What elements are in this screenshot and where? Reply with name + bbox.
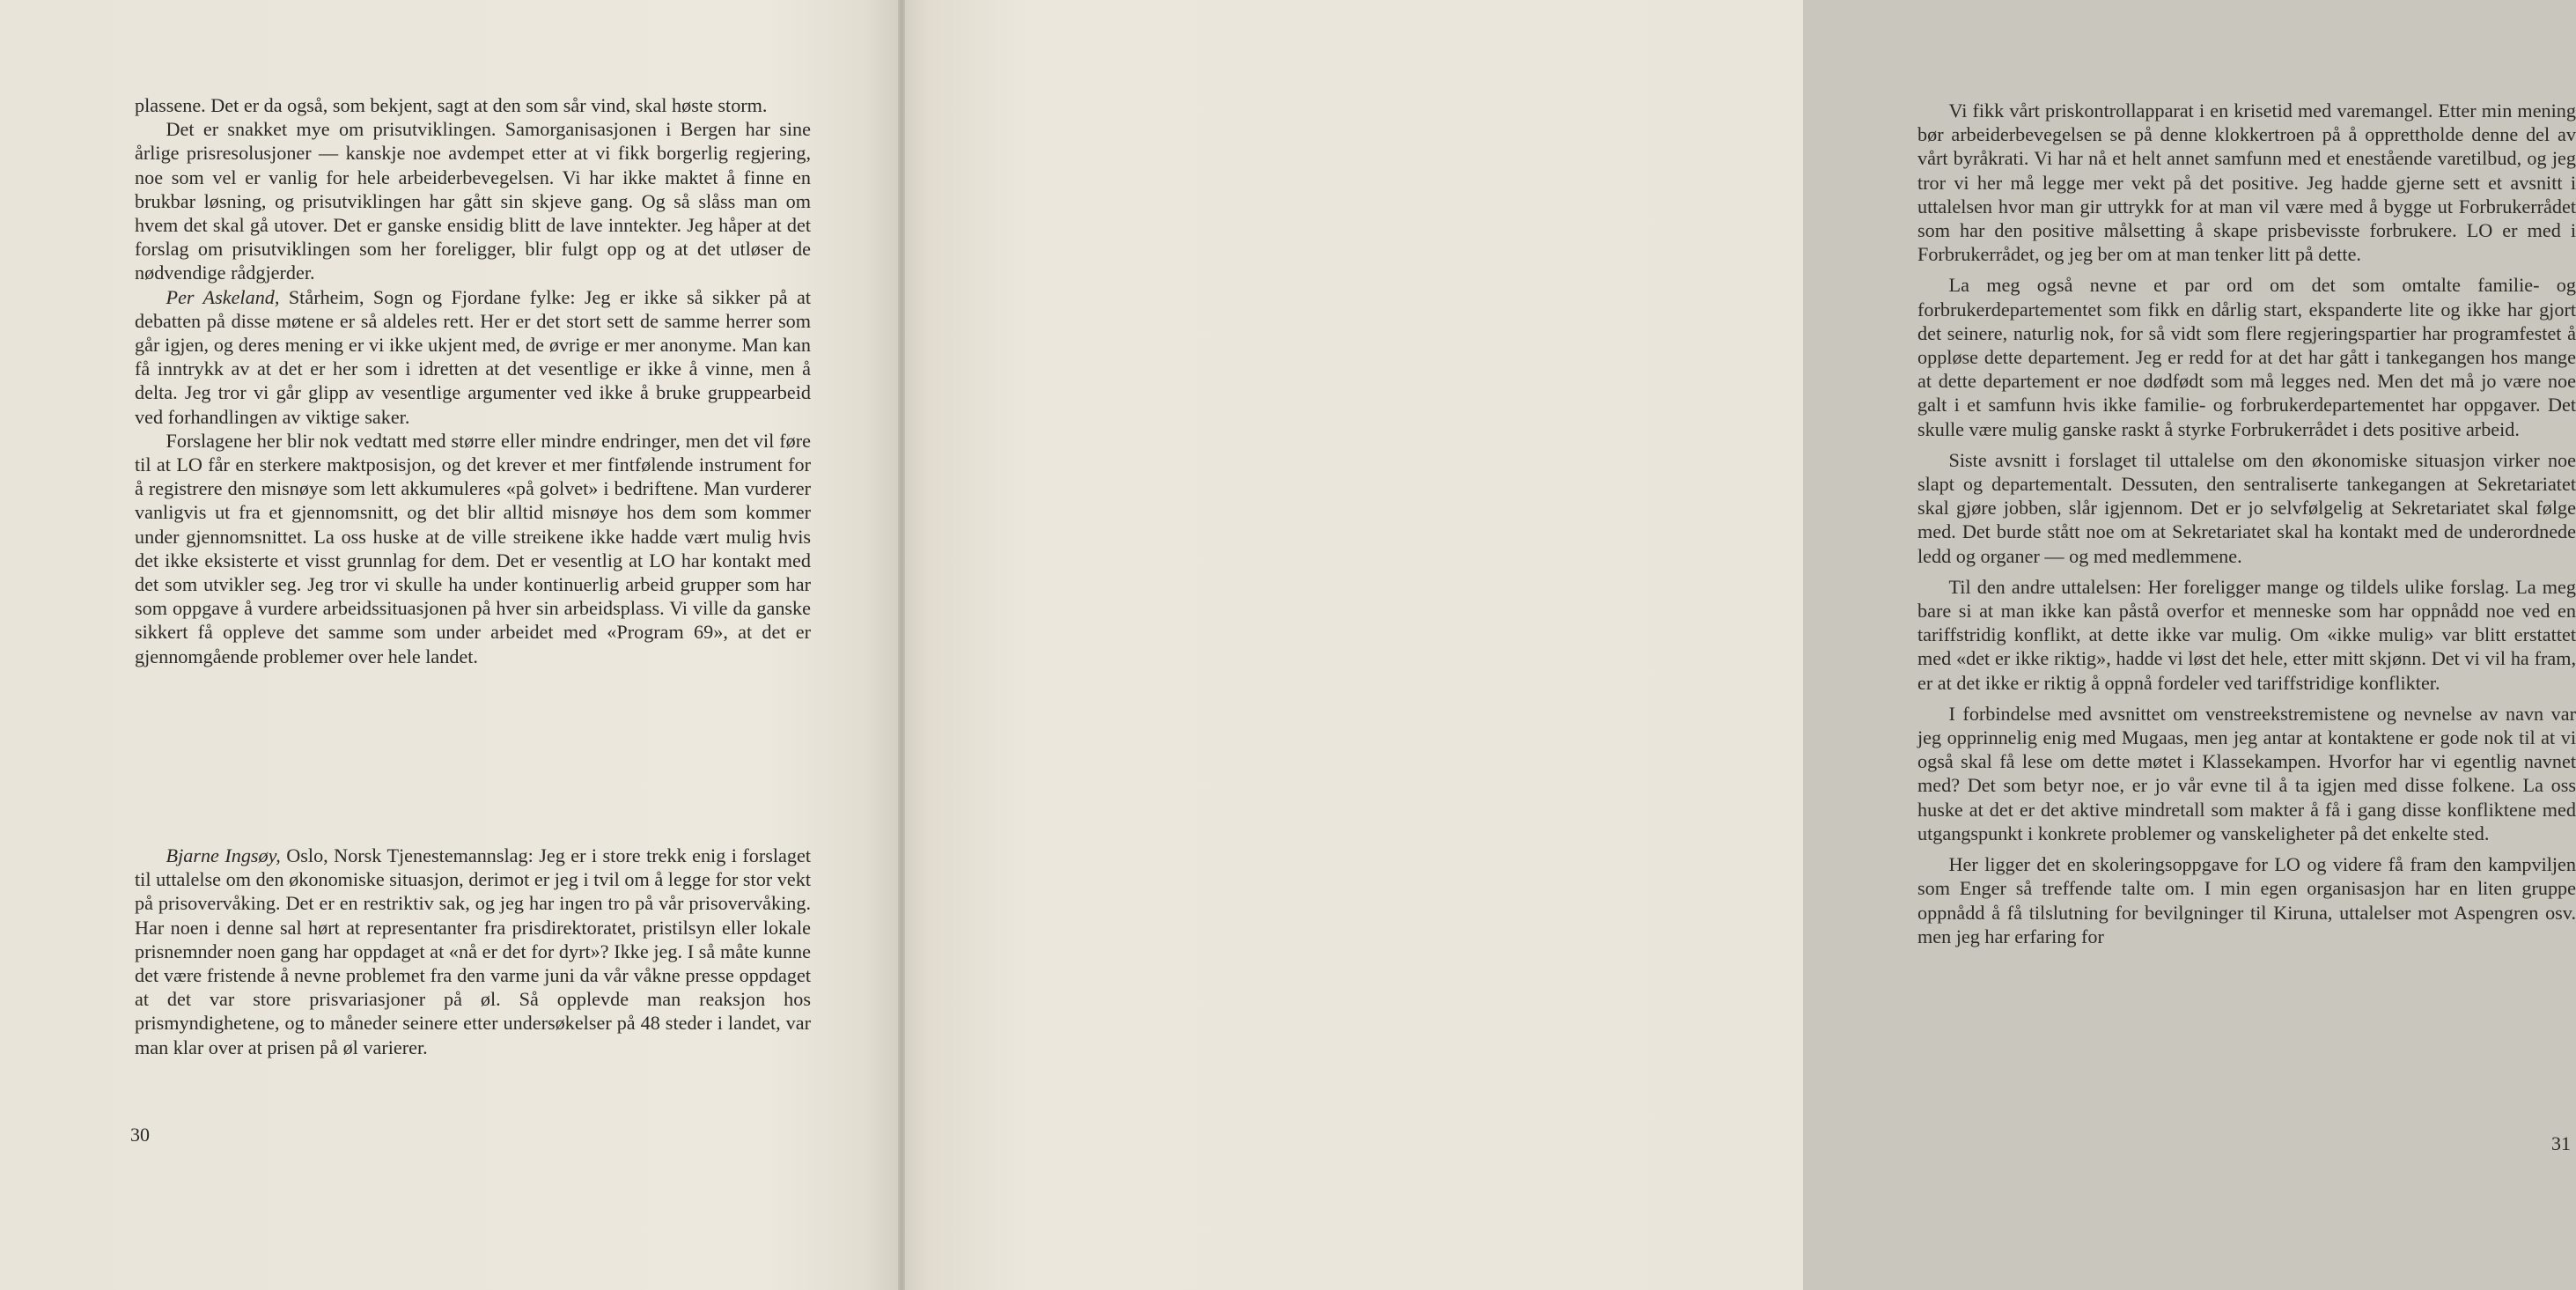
paragraph: Her ligger det en skoleringsoppgave for LO og videre få fram den kampviljen som Enger så treffende talte om. I min egen organisasjon har en liten gruppe oppnådd å få tilslutning for bevilgninger til Kiruna, uttalelser mot Aspengren osv. men jeg har erfaring for: [1917, 853, 2576, 947]
paragraph: Det er snakket mye om prisutviklingen. Samorganisasjonen i Bergen har sine årlige prisresolusjoner — kanskje noe avdempet etter at vi fikk borgerlig regjering, noe som vel er vanlig for hele arbeiderbevegelsen. Vi har ikke maktet å finne en brukbar løsning, og prisutviklingen har gått sin skjeve gang. Og så slåss man om hvem det skal gå utover. Det er ganske ensidig blitt de lave inntekter. Jeg håper at det forslag om prisutviklingen som her foreligger, blir fulgt opp og at det utløser de nødvendige rådgjerder.: [135, 118, 811, 284]
paragraph: Vi fikk vårt priskontrollapparat i en krisetid med varemangel. Etter min mening bør arbeiderbevegelsen se på denne klokkertroen på å opprettholde denne del av vårt byråkrati. Vi har nå et helt annet samfunn med et enestående varetilbud, og jeg tror vi her må legge mer vekt på det positive. Jeg hadde gjerne sett et avsnitt i uttalelsen hvor man gir uttrykk for at man vil være med å bygge ut Forbrukerrådet som har den positive målsetting å skape prisbevisste forbrukere. LO er med i Forbrukerrådet, og jeg ber om at man tenker litt på dette.: [1917, 100, 2576, 266]
book-gutter: [898, 0, 905, 1290]
paragraph: La meg også nevne et par ord om det som omtalte familie- og forbrukerdepartementet som fikk en dårlig start, ekspanderte lite og ikke har gjort det seinere, naturlig nok, for så vidt som flere regjeringspartier har programfestet å oppløse dette departement. Jeg er redd for at det har gått i tankegangen hos mange at dette departement er noe dødfødt som må legges ned. Men det må jo være noe galt i et samfunn hvis ikke familie- og forbrukerdepartementet har oppgaver. Det skulle være mulig ganske raskt å styrke Forbrukerrådet i dets positive arbeid.: [1917, 274, 2576, 440]
left-page: [0, 0, 902, 1290]
paragraph: Siste avsnitt i forslaget til uttalelse om den økonomiske situasjon virker noe slapt og departementalt. Dessuten, den sentraliserte tankegangen at Sekretariatet skal gjøre jobben, slår igjennom. Det er jo selvfølgelig at Sekretariatet skal følge med. Det burde stått noe om at Sekretariatet skal ha kontakt med de underordnede ledd og organer — og med medlemmene.: [1917, 448, 2576, 567]
left-page-lower-text: [135, 844, 811, 1059]
paragraph: Forslagene her blir nok vedtatt med større eller mindre endringer, men det vil føre til at LO får en sterkere maktposisjon, og det krever et mer fintfølende instrument for å registrere den misnøye som lett akkumuleres «på golvet» i bedriftene. Man vurderer vanligvis ut fra et gjennomsnitt, og det blir alltid misnøye hos dem som kommer under gjennomsnittet. La oss huske at de ville streikene ikke hadde vært mulig hvis det ikke eksisterte et visst grunnlag for dem. Det er vesentlig at LO har kontakt med det som utvikler seg. Jeg tror vi skulle ha under kontinuerlig arbeid grupper som har som oppgave å vurdere arbeidssituasjonen på hver sin arbeidsplass. Vi ville da ganske sikkert få oppleve det samme som under arbeidet med «Program 69», at det er gjennomgående problemer over hele landet.: [135, 429, 811, 667]
paragraph: plassene. Det er da også, som bekjent, sagt at den som sår vind, skal høste storm.: [135, 94, 768, 116]
paragraph: Per Askeland, Stårheim, Sogn og Fjordane fylke: Jeg er ikke så sikker på at debatten på disse møtene er så aldeles rett. Her er det stort sett de samme herrer som går igjen, og deres mening er vi ikke ukjent med, de øvrige er mer anonyme. Man kan få inntrykk av at det er her som i idretten at det vesentlige er ikke å vinne, men å delta. Jeg tror vi går glipp av vesentlige argumenter ved ikke å bruke gruppearbeid ved forhandlingen av viktige saker.: [135, 285, 811, 428]
page-number: 30: [130, 1124, 150, 1146]
paragraph: Til den andre uttalelsen: Her foreligger mange og tildels ulike forslag. La meg bare si at man ikke kan påstå overfor et menneske som har oppnådd noe ved en tariffstridig konflikt, at dette ikke var mulig. Om «ikke mulig» var blitt erstattet med «det er ikke riktig», hadde vi løst det hele, etter mitt skjønn. Det vi vil ha fram, er at det ikke er riktig å oppnå fordeler ved tariffstridige konflikter.: [1917, 575, 2576, 694]
speaker-name: Per Askeland,: [166, 285, 280, 308]
right-page-text: [1917, 99, 2576, 948]
right-page: [902, 0, 2576, 1290]
speaker-name: Bjarne Ingsøy,: [166, 844, 281, 866]
paragraph: Bjarne Ingsøy, Oslo, Norsk Tjenestemannslag: Jeg er i store trekk enig i forslaget til uttalelse om den økonomiske situasjon, derimot er jeg i tvil om å legge for stor vekt på prisovervåking. Det er en restriktiv sak, og jeg har ingen tro på vår prisovervåking. Har noen i denne sal hørt at representanter fra prisdirektoratet, pristilsyn eller lokale prisnemnder noen gang har oppdaget at «nå er det for dyrt»? Ikke jeg. I så måte kunne det være fristende å nevne problemet fra den varme juni da vår våkne presse oppdaget at det var store prisvariasjoner på øl. Så opplevde man reaksjon hos prismyndighetene, og to måneder seinere etter undersøkelser på 48 steder i landet, var man klar over at prisen på øl varierer.: [135, 844, 811, 1058]
left-page-upper-text: [135, 93, 811, 668]
page-number: 31: [2551, 1132, 2571, 1154]
paragraph: I forbindelse med avsnittet om venstreekstremistene og nevnelse av navn var jeg opprinnelig enig med Mugaas, men jeg antar at kontaktene er gode nok til at vi også skal få lese om dette møtet i Klassekampen. Hvorfor har vi egentlig navnet med? Det som betyr noe, er jo vår evne til å ta igjen med disse folkene. La oss huske at det er det aktive mindretall som makter å få i gang disse konfliktene med utgangspunkt i konkrete problemer og vanskeligheter på det enkelte sted.: [1917, 702, 2576, 844]
